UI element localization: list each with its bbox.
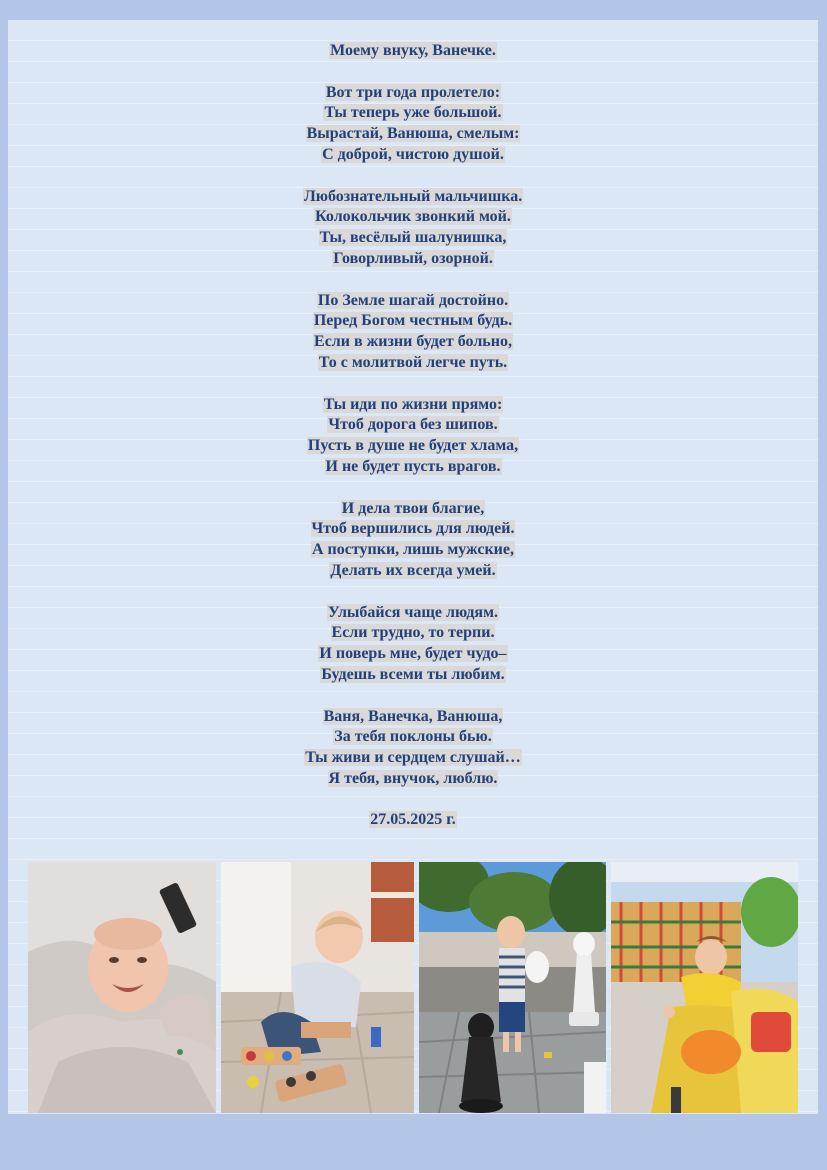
poem-line: С доброй, чистою душой. <box>322 145 504 163</box>
poem-line: Если трудно, то терпи. <box>331 624 495 642</box>
poem-line: Будешь всеми ты любим. <box>321 665 505 683</box>
poem-line: Ваня, Ванечка, Ванюша, <box>323 707 503 725</box>
stanza <box>8 707 818 790</box>
poem-line: Говорливый, озорной. <box>333 249 493 267</box>
poem-line: Ты теперь уже большой. <box>324 104 502 122</box>
poem-line: Любознательный мальчишка. <box>303 187 523 205</box>
poem-line: Я тебя, внучок, люблю. <box>328 769 498 787</box>
boy-giant-chess-photo <box>419 862 606 1113</box>
poem-line: Вырастай, Ванюша, смелым: <box>306 125 520 143</box>
poem-line: И не будет пусть врагов. <box>325 457 501 475</box>
poem-line: За тебя поклоны бью. <box>334 728 492 746</box>
poem-line: Чтоб дорога без шипов. <box>328 416 498 434</box>
stanza <box>8 83 818 166</box>
poem-title: Моему внуку, Ванечке. <box>330 42 496 59</box>
poem-line: Колокольчик звонкий мой. <box>315 208 511 226</box>
poem-line: Если в жизни будет больно, <box>314 333 512 351</box>
stanza <box>8 395 818 478</box>
document-page <box>8 20 818 1114</box>
poem-date: 27.05.2025 г. <box>370 811 456 829</box>
boy-play-center-ride-photo <box>611 862 798 1113</box>
photo-strip <box>28 862 798 1113</box>
poem-line: И дела твои благие, <box>341 499 485 517</box>
stanza <box>8 499 818 582</box>
smiling-baby-photo <box>28 862 216 1113</box>
poem-line: Ты, весёлый шалунишка, <box>319 229 507 247</box>
stanza <box>8 187 818 270</box>
stanza <box>8 291 818 374</box>
poem-line: И поверь мне, будет чудо– <box>319 645 507 663</box>
poem-line: Чтоб вершились для людей. <box>311 520 515 538</box>
poem-line: Делать их всегда умей. <box>330 561 496 579</box>
poem-line: По Земле шагай достойно. <box>317 291 509 309</box>
poem-line: Ты живи и сердцем слушай… <box>305 749 521 767</box>
poem-line: Улыбайся чаще людям. <box>328 603 498 621</box>
toddler-playing-wooden-toys-photo <box>221 862 414 1113</box>
poem <box>8 41 818 831</box>
poem-line: Пусть в душе не будет хлама, <box>307 437 519 455</box>
poem-line: То с молитвой легче путь. <box>318 353 508 371</box>
poem-line: Перед Богом честным будь. <box>313 312 513 330</box>
stanza <box>8 603 818 686</box>
poem-line: Ты иди по жизни прямо: <box>323 395 503 413</box>
poem-line: А поступки, лишь мужские, <box>312 541 514 559</box>
poem-line: Вот три года пролетело: <box>325 83 501 101</box>
